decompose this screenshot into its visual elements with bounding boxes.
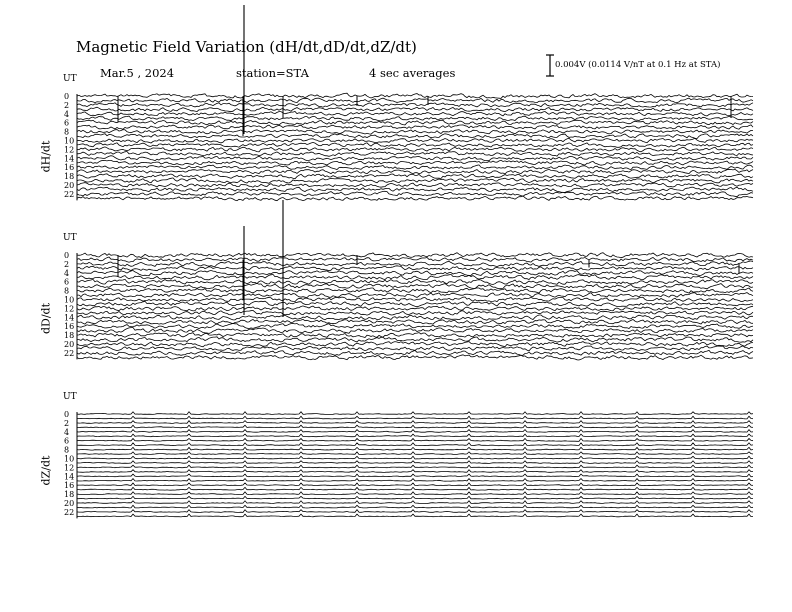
row-label: 6 — [64, 436, 70, 446]
trace-line — [77, 355, 753, 360]
trace-line — [77, 421, 753, 424]
row-label: 12 — [64, 145, 75, 155]
panel-dd — [64, 200, 753, 360]
trace-line — [77, 107, 753, 112]
trace-line — [77, 274, 753, 279]
trace-line — [77, 142, 753, 147]
trace-line — [77, 138, 753, 143]
row-label: 0 — [64, 251, 70, 260]
trace-line — [77, 439, 753, 442]
trace-line — [77, 465, 753, 468]
trace-line — [77, 112, 753, 116]
trace-line — [77, 134, 753, 139]
trace-line — [77, 257, 753, 262]
trace-line — [77, 98, 753, 103]
trace-line — [77, 425, 753, 428]
trace-line — [77, 434, 753, 437]
panel-dd-ylabel: dD/dt — [39, 302, 53, 335]
trace-line — [77, 447, 753, 450]
trace-line — [77, 443, 753, 446]
row-label: 14 — [64, 472, 75, 482]
trace-line — [77, 470, 753, 473]
row-label: 18 — [64, 490, 75, 500]
trace-line — [77, 474, 753, 477]
row-label: 12 — [64, 304, 75, 314]
row-label: 2 — [64, 100, 70, 110]
trace-line — [77, 271, 753, 276]
row-label: 4 — [64, 268, 70, 278]
row-label: 22 — [64, 189, 75, 199]
row-label: 8 — [64, 286, 70, 296]
row-label: 0 — [64, 410, 70, 419]
row-label: 10 — [64, 136, 75, 146]
row-label: 18 — [64, 331, 75, 341]
trace-line — [77, 487, 753, 490]
trace-line — [77, 297, 753, 302]
trace-line — [77, 501, 753, 504]
trace-line — [77, 333, 753, 338]
scale-bar — [546, 55, 554, 76]
trace-line — [77, 337, 753, 342]
trace-line — [77, 416, 753, 419]
row-label: 6 — [64, 277, 70, 287]
trace-line — [77, 510, 753, 513]
trace-line — [77, 196, 753, 201]
trace-line — [77, 169, 753, 174]
trace-line — [77, 350, 753, 355]
panel-dh-ut-label: UT — [63, 74, 77, 84]
trace-line — [77, 492, 753, 495]
trace-line — [77, 152, 753, 157]
panel-dz — [64, 410, 753, 518]
trace-line — [77, 514, 753, 517]
trace-line — [77, 479, 753, 482]
trace-line — [77, 156, 753, 161]
trace-line — [77, 324, 753, 329]
trace-line — [77, 116, 753, 121]
row-label: 14 — [64, 313, 75, 323]
trace-line — [77, 183, 753, 188]
row-label: 0 — [64, 92, 70, 101]
panel-dz-ut-label: UT — [63, 392, 77, 402]
row-label: 14 — [64, 154, 75, 164]
trace-line — [77, 288, 753, 293]
trace-line — [77, 178, 753, 183]
scale-note: 0.004V (0.0114 V/nT at 0.1 Hz at STA) — [555, 60, 721, 70]
row-label: 16 — [64, 322, 75, 332]
trace-line — [77, 266, 753, 271]
row-label: 4 — [64, 427, 70, 437]
chart-title: Magnetic Field Variation (dH/dt,dD/dt,dZ/dt) — [76, 38, 417, 56]
panel-dd-ut-label: UT — [63, 233, 77, 243]
station-label: station=STA — [236, 66, 309, 80]
date-label: Mar.5 , 2024 — [100, 66, 175, 80]
trace-line — [77, 342, 753, 347]
row-label: 18 — [64, 172, 75, 182]
row-label: 8 — [64, 127, 70, 137]
panel-dh — [64, 5, 753, 201]
trace-line — [77, 319, 753, 324]
trace-line — [77, 187, 753, 192]
trace-line — [77, 452, 753, 455]
averaging-label: 4 sec averages — [369, 66, 456, 80]
row-label: 22 — [64, 507, 75, 517]
panel-dh-ylabel: dH/dt — [39, 140, 53, 173]
trace-line — [77, 315, 753, 320]
trace-line — [77, 505, 753, 508]
trace-line — [77, 293, 753, 298]
trace-line — [77, 412, 753, 415]
row-label: 8 — [64, 445, 70, 455]
row-label: 16 — [64, 163, 75, 173]
trace-line — [77, 430, 753, 433]
row-label: 12 — [64, 463, 75, 473]
trace-line — [77, 496, 753, 499]
row-label: 2 — [64, 418, 70, 428]
trace-line — [77, 456, 753, 459]
trace-line — [77, 301, 753, 307]
trace-line — [77, 310, 753, 315]
row-label: 20 — [64, 340, 75, 349]
trace-line — [77, 147, 753, 152]
trace-line — [77, 328, 753, 334]
row-label: 4 — [64, 109, 70, 119]
trace-line — [77, 253, 753, 258]
trace-line — [77, 191, 753, 196]
trace-line — [77, 279, 753, 284]
row-label: 10 — [64, 295, 75, 305]
trace-line — [77, 165, 753, 170]
trace-line — [77, 120, 753, 125]
panel-dz-ylabel: dZ/dt — [39, 455, 53, 486]
trace-line — [77, 261, 753, 267]
row-label: 2 — [64, 259, 70, 269]
row-label: 16 — [64, 481, 75, 491]
row-label: 22 — [64, 348, 75, 358]
trace-line — [77, 174, 753, 179]
trace-line — [77, 483, 753, 486]
trace-line — [77, 103, 753, 107]
row-label: 20 — [64, 181, 75, 190]
trace-line — [77, 93, 753, 98]
trace-line — [77, 283, 753, 288]
trace-line — [77, 160, 753, 165]
trace-line — [77, 461, 753, 464]
trace-line — [77, 130, 753, 135]
row-label: 10 — [64, 454, 75, 464]
row-label: 6 — [64, 118, 70, 128]
trace-line — [77, 125, 753, 129]
row-label: 20 — [64, 499, 75, 508]
